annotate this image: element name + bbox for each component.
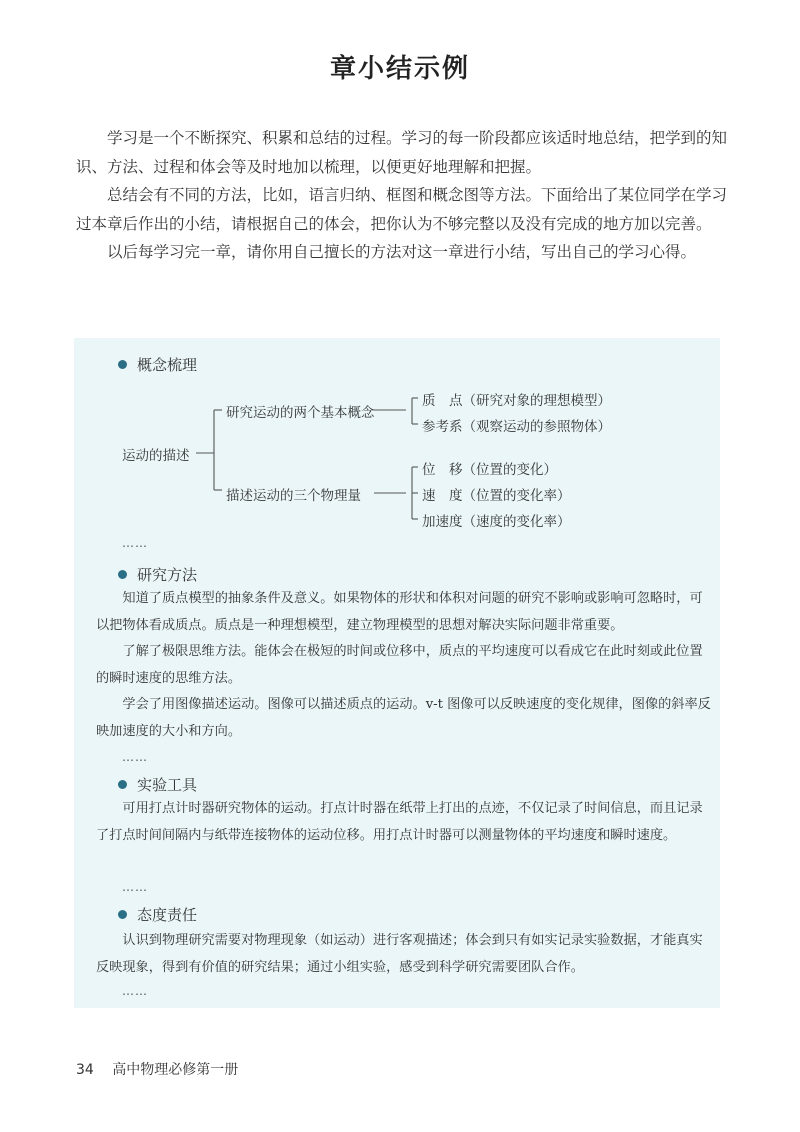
- section-heading-text: 研究方法: [137, 566, 198, 584]
- section-heading-text: 概念梳理: [137, 356, 198, 374]
- concept-ellipsis: ……: [122, 536, 148, 550]
- page-footer: [76, 1059, 238, 1079]
- bullet-icon: [118, 910, 127, 919]
- method-body: [96, 586, 712, 745]
- attitude-body: [96, 928, 712, 981]
- attitude-section-heading: [118, 904, 197, 925]
- concept-item-particle: 质 点（研究对象的理想模型）: [422, 393, 611, 409]
- concept-branch-basic-concepts: 研究运动的两个基本概念: [226, 405, 375, 421]
- tools-ellipsis: ……: [122, 880, 148, 894]
- bullet-icon: [118, 780, 127, 789]
- attitude-ellipsis: ……: [122, 984, 148, 998]
- book-title: 高中物理必修第一册: [112, 1062, 239, 1078]
- method-paragraph: 知道了质点模型的抽象条件及意义。如果物体的形状和体积对问题的研究不影响或影响可忽略时，可以把物体看成质点。质点是一种理想模型，建立物理模型的思想对解决实际问题非常重要。: [96, 591, 703, 633]
- intro-paragraph: 以后每学习完一章，请你用自己擅长的方法对这一章进行小结，写出自己的学习心得。: [107, 243, 697, 261]
- page-title: 章小结示例: [329, 54, 470, 84]
- intro-text: [76, 124, 736, 267]
- concept-map-lines: [74, 338, 720, 538]
- concept-item-velocity: 速 度（位置的变化率）: [422, 488, 571, 504]
- chapter-summary-box: [74, 338, 720, 1008]
- method-paragraph: 了解了极限思维方法。能体会在极短的时间或位移中，质点的平均速度可以看成它在此时刻或此位置的瞬时速度的思维方法。: [96, 644, 703, 686]
- concept-root: 运动的描述: [122, 448, 190, 464]
- concept-item-reference-frame: 参考系（观察运动的参照物体）: [422, 419, 611, 435]
- tools-paragraph: 可用打点计时器研究物体的运动。打点计时器在纸带上打出的点迹，不仅记录了时间信息，而且记录了打点时间间隔内与纸带连接物体的运动位移。用打点计时器可以测量物体的平均速度和瞬时速度。: [96, 801, 703, 843]
- tools-body: [96, 796, 712, 849]
- page-number: 34: [76, 1062, 94, 1078]
- section-heading-text: 实验工具: [137, 776, 198, 794]
- concept-item-displacement: 位 移（位置的变化）: [422, 462, 557, 478]
- intro-paragraph: 学习是一个不断探究、积累和总结的过程。学习的每一阶段都应该适时地总结，把学到的知识、方法、过程和体会等及时地加以梳理，以便更好地理解和把握。: [76, 129, 728, 176]
- method-ellipsis: ……: [122, 750, 148, 764]
- tools-section-heading: [118, 774, 197, 795]
- section-heading-text: 态度责任: [137, 906, 198, 924]
- method-section-heading: [118, 564, 197, 585]
- bullet-icon: [118, 570, 127, 579]
- intro-paragraph: 总结会有不同的方法，比如，语言归纳、框图和概念图等方法。下面给出了某位同学在学习过本章后作出的小结，请根据自己的体会，把你认为不够完整以及没有完成的地方加以完善。: [76, 186, 728, 233]
- attitude-paragraph: 认识到物理研究需要对物理现象（如运动）进行客观描述；体会到只有如实记录实验数据，才能真实反映现象，得到有价值的研究结果；通过小组实验，感受到科学研究需要团队合作。: [96, 933, 703, 975]
- concept-branch-physical-quantities: 描述运动的三个物理量: [226, 488, 361, 504]
- concept-item-acceleration: 加速度（速度的变化率）: [422, 514, 571, 530]
- method-paragraph: 学会了用图像描述运动。图像可以描述质点的运动。v-t 图像可以反映速度的变化规律，图像的斜率反映加速度的大小和方向。: [96, 697, 711, 739]
